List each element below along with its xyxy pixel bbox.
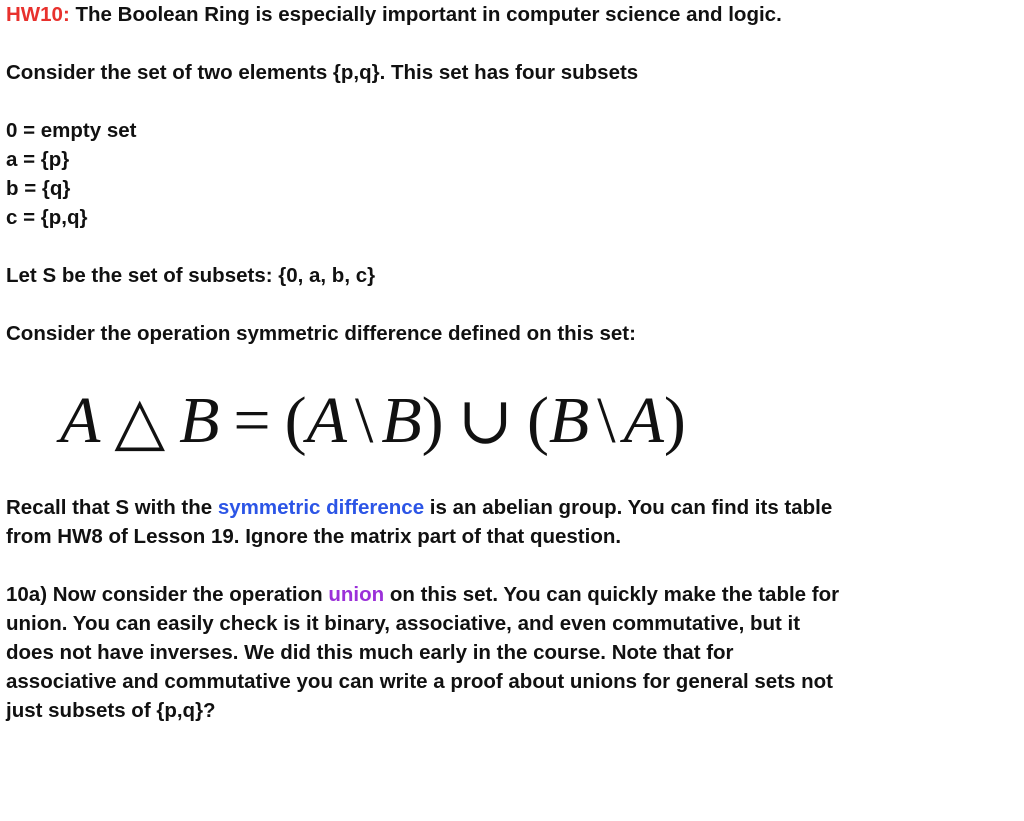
formula-a: A [306,383,347,457]
q10a-post: on this set. You can quickly make the table for [384,583,840,606]
q10a-line-1 [6,580,1016,609]
document [6,0,1016,725]
formula-b: B [548,383,590,457]
intro-text: Consider the set of two elements {p,q}. This set has four subsets [6,61,639,84]
spacer [6,551,1016,580]
subset-a: a = {p} [6,148,70,171]
set-s-definition: Let S be the set of subsets: {0, a, b, c} [6,264,376,287]
formula-right-paren: ) [663,383,686,457]
heading-text: The Boolean Ring is especially important in computer science and logic. [69,3,782,26]
symmetric-difference-formula [6,348,1016,493]
formula-b: B [381,383,422,457]
spacer [6,232,1016,261]
recall-post: is an abelian group. You can find its table [424,496,833,519]
spacer [6,290,1016,319]
formula-b: B [179,383,220,457]
union-highlight: union [328,583,385,606]
recall-line-1 [6,493,1016,522]
formula-a: A [623,383,664,457]
q10a-line-2: union. You can easily check is it binary, associative, and even commutative, but it [6,612,801,635]
operation-intro: Consider the operation symmetric difference defined on this set: [6,322,636,345]
formula-a: A [60,383,101,457]
formula-union: ∪ [457,384,513,458]
formula-set-minus: \ [597,383,616,457]
recall-line-2: from HW8 of Lesson 19. Ignore the matrix part of that question. [6,525,622,548]
formula-left-paren: ( [526,383,549,457]
subset-empty: 0 = empty set [6,119,137,142]
formula-right-paren: ) [421,383,444,457]
subset-c: c = {p,q} [6,206,88,229]
subset-b: b = {q} [6,177,71,200]
q10a-pre: 10a) Now consider the operation [6,583,329,606]
formula-set-minus: \ [354,383,374,457]
formula-delta: △ [114,384,166,458]
formula-equals: = [233,383,271,457]
spacer [6,29,1016,58]
heading-label: HW10: [6,3,70,26]
q10a-line-5: just subsets of {p,q}? [6,699,216,722]
spacer [6,87,1016,116]
recall-pre: Recall that S with the [6,496,218,519]
q10a-line-4: associative and commutative you can write a proof about unions for general sets not [6,670,834,693]
heading-line [6,0,1016,29]
symmetric-difference-highlight: symmetric difference [217,496,425,519]
q10a-line-3: does not have inverses. We did this much early in the course. Note that for [6,641,734,664]
formula-left-paren: ( [284,383,307,457]
